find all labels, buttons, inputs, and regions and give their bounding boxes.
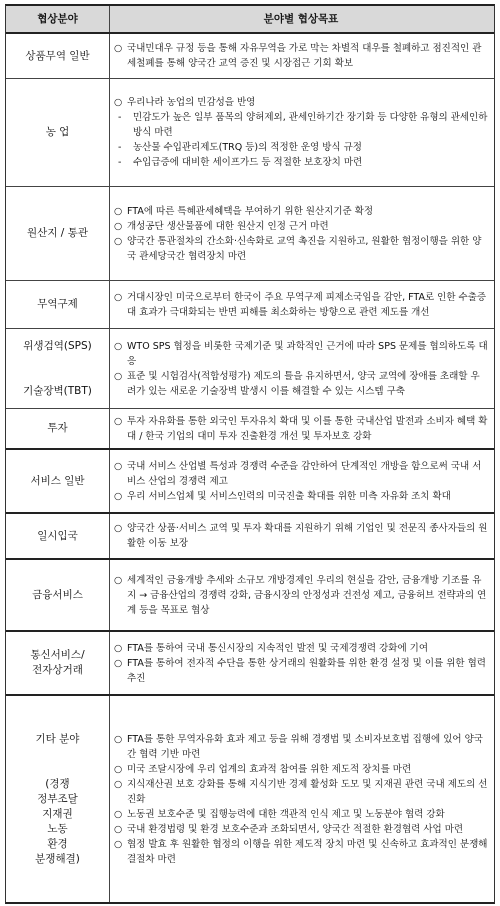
negotiation-goals-table xyxy=(5,4,495,904)
table-row xyxy=(6,450,494,514)
row-goals xyxy=(110,450,494,512)
list-item: ○ 미국 조달시장에 우리 업계의 효과적 참여를 위한 제도적 장치를 마련 xyxy=(114,763,412,775)
list-item: ○ FTA를 통하여 국내 통신시장의 지속적인 발전 및 국제경쟁력 강화에 기여 xyxy=(114,642,428,654)
list-item: ○ 세계적인 금융개방 추세와 소규모 개방경제인 우리의 현실을 감안, 금융개방 기조를 유지 → 금융산업의 경쟁력 강화, 금융시장의 안정성과 건전성 제고, 금융허브 전략과의 연계 등을 목표로 협상 xyxy=(114,574,487,616)
sub-item: - 농산물 수입관리제도(TRQ 등)의 적정한 운영 방식 규정 xyxy=(118,142,362,153)
header-goals: 분야별 협상목표 xyxy=(263,12,339,25)
row-goals xyxy=(110,514,494,558)
table-header xyxy=(6,6,494,34)
row-category: 원산지 / 통관 xyxy=(6,187,110,280)
row-goals xyxy=(110,632,494,694)
row-goals xyxy=(110,79,494,186)
row-goals xyxy=(110,281,494,328)
list-item: ○ WTO SPS 협정을 비롯한 국제기준 및 과학적인 근거에 따라 SPS 문제를 협의하도록 대응 xyxy=(114,340,488,367)
table-row xyxy=(6,34,494,79)
list-item: ○ 거대시장인 미국으로부터 한국이 주요 무역구제 피제소국임을 감안, FTA로 인한 수출증대 효과가 극대화되는 반면 피해를 최소화하는 방향으로 관련 제도를 개선 xyxy=(114,291,487,318)
list-item: ○ FTA에 따른 특혜관세혜택을 부여하기 위한 원산지기준 확정 xyxy=(114,205,374,217)
list-item: ○ 양국간 상품·서비스 교역 및 투자 확대를 지원하기 위해 기업인 및 전문직 종사자들의 원활한 이동 보장 xyxy=(114,523,488,549)
list-item: ○ 우리 서비스업체 및 서비스인력의 미국진출 확대를 위한 미측 자유화 조치 확대 xyxy=(114,490,451,502)
row-goals xyxy=(110,560,494,630)
row-category: 투자 xyxy=(6,409,110,448)
table-row xyxy=(6,560,494,632)
row-goals xyxy=(110,696,494,902)
row-category: 서비스 일반 xyxy=(6,450,110,512)
list-item: ○ 국내 환경법령 및 환경 보호수준과 조화되면서, 양국간 적절한 환경협력 사업 마련 xyxy=(114,823,464,835)
list-item: ○ FTA를 통한 무역자유화 효과 제고 등을 위해 경쟁법 및 소비자보호법 집행에 있어 양국간 협력 기반 마련 xyxy=(114,733,483,760)
list-item: ○ 우리나라 농업의 민감성을 반영 xyxy=(114,97,256,108)
row-goals xyxy=(110,329,494,408)
list-item: ○ 투자 자유화를 통한 외국인 투자유치 확대 및 이를 통한 국내산업 발전과 소비자 혜택 확대 / 한국 기업의 대미 투자 진출환경 개선 및 투자보호 강화 xyxy=(114,415,488,442)
row-category: 무역구제 xyxy=(6,281,110,328)
list-item: ○ FTA를 통하여 전자적 수단을 통한 상거래의 원활화를 위한 환경 설정 및 이를 위한 협력 추진 xyxy=(114,657,486,684)
list-item: ○ 표준 및 시험검사(적합성평가) 제도의 틀을 유지하면서, 양국 교역에 장애를 초래할 우려가 있는 새로운 기술장벽 발생시 이를 해결할 수 있는 시스템 구축 xyxy=(114,370,480,397)
row-category: 금융서비스 xyxy=(6,560,110,630)
list-item: ○ 국내민대우 규정 등을 통해 자유무역을 가로 막는 차별적 대우를 철폐하고 점진적인 관세철폐를 통해 양국간 교역 증진 및 시장접근 기회 확보 xyxy=(114,43,482,69)
row-category: 일시입국 xyxy=(6,514,110,558)
list-item: ○ 양국간 통관절차의 간소화·신속화로 교역 촉진을 지원하고, 원활한 협정이행을 위한 양국 관세당국간 협력장치 마련 xyxy=(114,235,482,262)
row-goals xyxy=(110,34,494,78)
list-item: ○ 지식재산권 보호 강화를 통해 지식기반 경제 활성화 도모 및 지재권 관련 국내 제도의 선진화 xyxy=(114,778,488,805)
header-field: 협상분야 xyxy=(6,6,110,32)
table-row xyxy=(6,409,494,450)
row-category: 통신서비스/ 전자상거래 xyxy=(6,632,110,694)
row-category: 상품무역 일반 xyxy=(6,34,110,78)
table-row xyxy=(6,696,494,902)
table-row xyxy=(6,329,494,409)
list-item: ○ 노동권 보호수준 및 집행능력에 대한 객관적 인식 제고 및 노동분야 협력 강화 xyxy=(114,808,445,820)
row-category: 위생검역(SPS) 기술장벽(TBT) xyxy=(6,329,110,408)
list-item: ○ 국내 서비스 산업별 특성과 경쟁력 수준을 감안하여 단계적인 개방을 함으로써 국내 서비스 산업의 경쟁력 제고 xyxy=(114,460,482,487)
row-goals xyxy=(110,187,494,280)
table-row xyxy=(6,281,494,329)
table-row xyxy=(6,187,494,281)
table-row xyxy=(6,79,494,187)
table-row xyxy=(6,514,494,560)
row-goals xyxy=(110,409,494,448)
sub-item: - 민감도가 높은 일부 품목의 양허제외, 관세인하기간 장기화 등 다양한 유형의 관세인하방식 마련 xyxy=(118,112,488,138)
list-item: ○ 협정 발효 후 원활한 협정의 이행을 위한 제도적 장치 마련 및 신속하고 효과적인 분쟁해결절차 마련 xyxy=(114,838,488,865)
list-item: ○ 개성공단 생산물품에 대한 원산지 인정 근거 마련 xyxy=(114,220,329,232)
table-row xyxy=(6,632,494,696)
row-category: 기타 분야 (경쟁 정부조달 지재권 노동 환경 분쟁해결) xyxy=(6,696,110,902)
row-category: 농 업 xyxy=(6,79,110,186)
sub-item: - 수입급증에 대비한 세이프가드 등 적절한 보호장치 마련 xyxy=(118,157,363,168)
